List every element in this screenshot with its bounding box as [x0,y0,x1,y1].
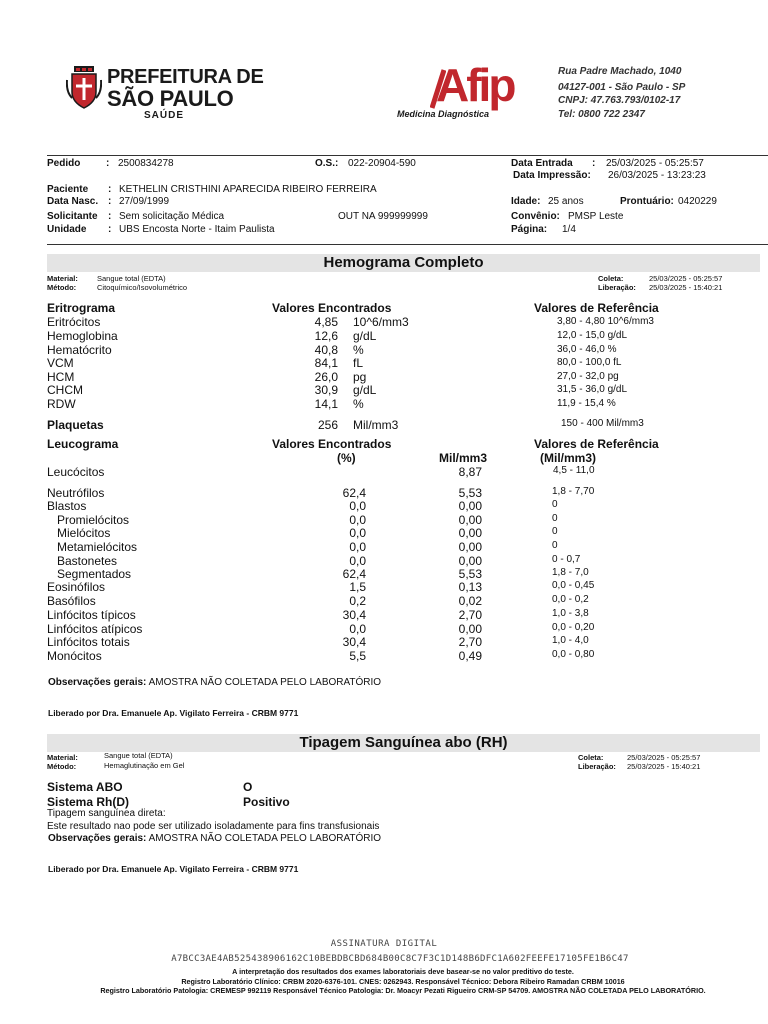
eritro-row-unit: g/dL [353,383,377,397]
eritro-row-name: Hemoglobina [47,329,118,343]
leuco-row-ref: 0 [552,526,558,537]
tip-metodo-value: Hemaglutinação em Gel [104,761,185,770]
leuco-row-name: Linfócitos totais [47,635,130,649]
eritro-row-unit: fL [353,356,364,370]
hemo-obs-value: AMOSTRA NÃO COLETADA PELO LABORATÓRIO [148,677,382,688]
assinatura-digital-label: ASSINATURA DIGITAL [330,939,438,949]
eritro-row-value: 40,8 [314,343,338,357]
leuco-row-pct: 0,2 [349,594,366,608]
leuco-row-pct: 0,0 [349,622,366,636]
leuco-row-abs: 0,00 [458,554,482,568]
idade-label: Idade: [511,196,541,207]
nasc-value: 27/09/1999 [119,196,170,207]
eritro-row-ref: 12,0 - 15,0 g/dL [557,330,628,341]
pagina-value: 1/4 [562,224,576,235]
leucograma-header: Leucograma [47,437,119,451]
sistema-abo-label: Sistema ABO [47,780,123,794]
leuco-row-abs: 5,53 [458,567,482,581]
leucocitos-label: Leucócitos [47,465,105,479]
eritro-row-ref: 3,80 - 4,80 10^6/mm3 [557,316,654,327]
leuco-row-abs: 0,02 [458,594,482,608]
leuco-row-abs: 0,00 [458,540,482,554]
afip-wordmark: Afip [436,59,514,111]
paciente-value: KETHELIN CRISTHINI APARECIDA RIBEIRO FERREIRA [119,184,377,195]
tip-material-value: Sangue total (EDTA) [104,751,173,760]
sistema-rh-value: Positivo [243,795,290,809]
eritrograma-header: Eritrograma [47,301,116,315]
pct-header: (%) [337,451,356,465]
eritro-row-name: HCM [47,370,75,384]
tip-observacoes [48,833,381,844]
footer-line-2: Registro Laboratório Clínico: CRBM 2020-6376-101. CNES: 0262943. Responsável Técnico: Debora Ribeiro Ramadan CRBM 10016 [181,977,625,986]
tip-metodo-label: Método: [47,762,77,771]
sao-paulo-coat-of-arms-icon [66,66,102,110]
prefeitura-line3: SAÚDE [144,110,185,121]
leuco-row-name: Basófilos [47,594,96,608]
leuco-row-ref: 0 - 0,7 [552,554,581,565]
hemo-obs-label: Observações gerais: [48,677,147,688]
leuco-row-name: Mielócitos [57,526,111,540]
leuco-row-name: Monócitos [47,649,102,663]
hemo-metodo-label: Método: [47,283,77,292]
hemo-metodo-value: Citoquímico/Isovolumétrico [97,283,188,292]
hemo-material-value: Sangue total (EDTA) [97,274,166,283]
hemo-liberacao-label: Liberação: [598,283,636,292]
leuco-row-ref: 0,0 - 0,80 [552,649,595,660]
eritro-row-ref: 11,9 - 15,4 % [557,398,616,409]
plaquetas-label: Plaquetas [47,418,104,432]
footer-line-3: Registro Laboratório Patologia: CREMESP 992119 Responsável Técnico Patologia: Dr. Moacyr Pezati Rigueiro CRM-SP 54709. AMOSTRA NÃO COLETADA PELO LABORATÓRIO. [100,986,706,995]
eritro-row-value: 14,1 [314,397,338,411]
tipagem-title: Tipagem Sanguínea abo (RH) [299,734,508,751]
hemo-material-label: Material: [47,274,78,283]
prontuario-value: 0420229 [678,196,717,207]
eritro-row-ref: 31,5 - 36,0 g/dL [557,384,628,395]
leuco-row-pct: 1,5 [349,580,366,594]
leuco-ref-header: Valores de Referência [534,437,659,451]
plaquetas-value: 256 [317,418,338,432]
leuco-row-ref: 1,0 - 3,8 [552,608,589,619]
os-label: O.S.: [315,158,339,169]
leuco-row-name: Linfócitos atípicos [47,622,143,636]
eritro-row-unit: 10^6/mm3 [353,315,409,329]
leuco-row-abs: 2,70 [458,608,482,622]
leucocitos-ref: 4,5 - 11,0 [553,465,595,476]
sistema-abo-value: O [243,780,253,794]
leuco-row-name: Blastos [47,499,87,513]
leuco-row-abs: 0,00 [458,622,482,636]
eritro-row-ref: 36,0 - 46,0 % [557,344,617,355]
hemo-coleta-label: Coleta: [598,274,624,283]
leuco-row-pct: 62,4 [342,486,366,500]
hemo-liberado: Liberado por Dra. Emanuele Ap. Vigilato Ferreira - CRBM 9771 [48,708,299,718]
assinatura-hash: A7BCC3AE4AB525438906162C10BEBDBCBD684B00C8C7F3C1D148B6DFC1A602FEEFE17105FE1B6C47 [171,954,629,964]
milmm3-header: Mil/mm3 [439,451,488,465]
leuco-row-name: Metamielócitos [57,540,138,554]
leuco-row-ref: 1,0 - 4,0 [552,635,589,646]
plaquetas-unit: Mil/mm3 [353,418,399,432]
valores-referencia-header: Valores de Referência [534,301,659,315]
ref-milmm3-header: (Mil/mm3) [540,451,597,465]
data-entrada-label: Data Entrada [511,158,573,169]
leuco-row-abs: 0,49 [458,649,482,663]
divider-top [47,155,768,156]
nasc-label: Data Nasc. [47,196,99,207]
leuco-row-name: Linfócitos típicos [47,608,136,622]
os-value: 022-20904-590 [348,158,416,169]
plaquetas-ref: 150 - 400 Mil/mm3 [561,418,644,429]
leuco-row-pct: 0,0 [349,540,366,554]
eritro-row-unit: pg [353,370,367,384]
leuco-row-abs: 5,53 [458,486,482,500]
eritro-row-ref: 27,0 - 32,0 pg [557,371,619,382]
data-impressao-value: 26/03/2025 - 13:23:23 [608,170,706,181]
eritro-row-value: 4,85 [314,315,338,329]
data-entrada-colon: : [592,158,596,169]
leuco-row-pct: 30,4 [342,608,366,622]
leuco-row-pct: 0,0 [349,513,366,527]
leuco-row-ref: 0 [552,540,558,551]
leuco-valores-header: Valores Encontrados [272,437,392,451]
leuco-row-ref: 1,8 - 7,0 [552,567,589,578]
valores-encontrados-header: Valores Encontrados [272,301,392,315]
leuco-row-ref: 0,0 - 0,2 [552,594,589,605]
convenio-value: PMSP Leste [568,211,624,222]
leuco-row-ref: 0,0 - 0,20 [552,622,595,633]
leuco-row-pct: 0,0 [349,526,366,540]
tip-obs-label: Observações gerais: [48,833,147,844]
sistema-rh-label: Sistema Rh(D) [47,795,130,809]
pedido-colon: : [106,158,110,169]
pedido-value: 2500834278 [118,158,174,169]
tipagem-note-2: Este resultado nao pode ser utilizado isoladamente para fins transfusionais [47,821,380,832]
eritro-row-name: Eritrócitos [47,315,101,329]
footer-line-1: A interpretação dos resultados dos exames laboratoriais deve basear-se no valor preditivo do teste. [232,967,574,976]
leuco-row-name: Segmentados [57,567,132,581]
lab-address-2: 04127-001 - São Paulo - SP [558,82,686,93]
leuco-row-pct: 62,4 [342,567,366,581]
leuco-row-pct: 5,5 [349,649,366,663]
data-impressao-label: Data Impressão: [513,170,591,181]
solicitante-colon: : [108,211,112,222]
tip-liberacao-value: 25/03/2025 - 15:40:21 [627,762,701,771]
leuco-row-ref: 0 [552,513,558,524]
tip-liberado: Liberado por Dra. Emanuele Ap. Vigilato Ferreira - CRBM 9771 [48,864,299,874]
pedido-label: Pedido [47,158,81,169]
eritro-row-name: Hematócrito [47,343,112,357]
idade-value: 25 anos [548,196,584,207]
leuco-row-ref: 0,0 - 0,45 [552,580,595,591]
convenio-label: Convênio: [511,211,560,222]
prefeitura-line2: SÃO PAULO [107,86,234,111]
unidade-colon: : [108,224,112,235]
lab-address-1: Rua Padre Machado, 1040 [558,66,682,77]
hemo-coleta-value: 25/03/2025 - 05:25:57 [649,274,723,283]
leuco-row-name: Bastonetes [57,554,118,568]
solicitante-label: Solicitante [47,211,98,222]
leuco-row-abs: 0,00 [458,513,482,527]
data-entrada-value: 25/03/2025 - 05:25:57 [606,158,704,169]
tip-obs-value: AMOSTRA NÃO COLETADA PELO LABORATÓRIO [148,833,382,844]
unidade-label: Unidade [47,224,87,235]
leuco-row-name: Neutrófilos [47,486,105,500]
leuco-row-name: Promielócitos [57,513,130,527]
paciente-label: Paciente [47,184,89,195]
divider-patient [47,244,768,245]
hemo-observacoes [48,677,381,688]
eritro-row-unit: g/dL [353,329,377,343]
lab-phone: Tel: 0800 722 2347 [558,109,645,120]
solicitante-value: Sem solicitação Médica [119,211,225,222]
leuco-row-abs: 0,13 [458,580,482,594]
eritro-row-value: 12,6 [314,329,338,343]
leucocitos-abs: 8,87 [458,465,482,479]
eritro-row-name: VCM [47,356,74,370]
leuco-row-pct: 30,4 [342,635,366,649]
eritro-row-value: 26,0 [314,370,338,384]
pagina-label: Página: [511,224,548,235]
tipagem-note-1: Tipagem sanguínea direta: [47,808,166,819]
leuco-row-abs: 0,00 [458,526,482,540]
leuco-row-abs: 2,70 [458,635,482,649]
eritro-row-name: CHCM [47,383,83,397]
eritro-row-value: 30,9 [314,383,338,397]
leuco-row-name: Eosinófilos [47,580,106,594]
hemo-liberacao-value: 25/03/2025 - 15:40:21 [649,283,723,292]
tip-material-label: Material: [47,753,78,762]
hemograma-title: Hemograma Completo [323,254,484,271]
prontuario-label: Prontuário: [620,196,674,207]
lab-cnpj: CNPJ: 47.763.793/0102-17 [558,95,681,106]
leuco-row-pct: 0,0 [349,499,366,513]
tip-coleta-label: Coleta: [578,753,604,762]
prefeitura-line1: PREFEITURA DE [107,66,264,88]
tip-coleta-value: 25/03/2025 - 05:25:57 [627,753,701,762]
eritro-row-unit: % [353,343,364,357]
leuco-row-ref: 1,8 - 7,70 [552,486,595,497]
leuco-row-ref: 0 [552,499,558,510]
eritro-row-unit: % [353,397,364,411]
eritro-row-ref: 80,0 - 100,0 fL [557,357,622,368]
unidade-value: UBS Encosta Norte - Itaim Paulista [119,224,275,235]
out-value: OUT NA 999999999 [338,211,428,222]
leuco-row-abs: 0,00 [458,499,482,513]
paciente-colon: : [108,184,112,195]
eritro-row-value: 84,1 [314,356,338,370]
eritro-row-name: RDW [47,397,76,411]
nasc-colon: : [108,196,112,207]
tip-liberacao-label: Liberação: [578,762,616,771]
leuco-row-pct: 0,0 [349,554,366,568]
afip-tagline: Medicina Diagnóstica [397,109,490,119]
